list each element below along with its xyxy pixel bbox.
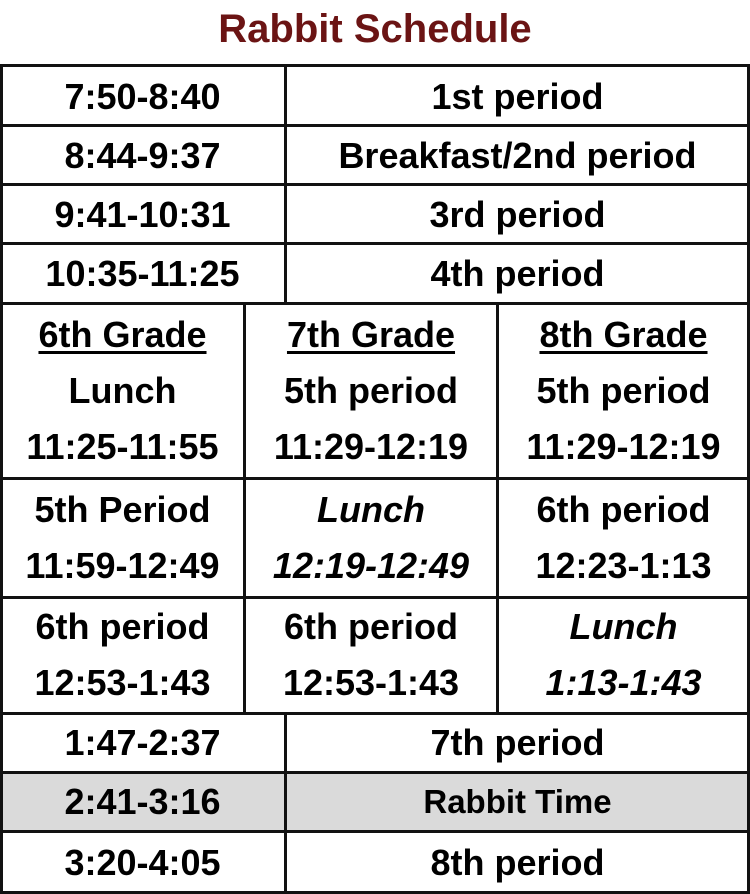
eighth-grade-cell-b — [497, 478, 750, 597]
grid-line — [496, 302, 499, 715]
period-cell-4: 4th period — [430, 252, 605, 294]
sixth-grade-cell-b — [0, 478, 245, 597]
seventh-grade-c-label: 6th period — [283, 606, 458, 647]
period-cell-6: Rabbit Time — [285, 772, 750, 831]
eighth-grade-b-time: 12:23-1:13 — [535, 544, 712, 586]
grid-line — [243, 302, 246, 715]
grid-line — [0, 242, 750, 245]
time-cell-5: 1:47-2:37 — [64, 721, 221, 763]
grid-line — [284, 712, 287, 894]
eighth-grade-cell-c — [497, 597, 750, 713]
page-title: Rabbit Schedule — [218, 7, 532, 51]
sixth-grade-c-time: 12:53-1:43 — [34, 662, 211, 703]
sixth-grade-a-label: Lunch — [68, 369, 177, 411]
schedule-table — [0, 64, 750, 894]
sixth-grade-b-label: 5th Period — [34, 488, 211, 530]
time-cell-1: 7:50-8:40 — [64, 75, 221, 117]
grid-line — [0, 712, 750, 715]
seventh-grade-cell-b — [245, 478, 497, 597]
seventh-grade-c-time: 12:53-1:43 — [282, 662, 460, 703]
grid-line — [0, 771, 750, 774]
seventh-grade-b-label: Lunch — [317, 488, 425, 530]
seventh-grade-a-time: 11:29-12:19 — [273, 425, 469, 467]
grid-line — [0, 477, 750, 480]
sixth-grade-header: 6th Grade — [38, 313, 207, 355]
eighth-grade-cell-a — [497, 303, 750, 478]
time-cell-7: 3:20-4:05 — [64, 841, 221, 883]
eighth-grade-b-label: 6th period — [536, 488, 711, 530]
seventh-grade-cell-c — [245, 597, 497, 713]
period-cell-3: 3rd period — [429, 193, 606, 235]
eighth-grade-header: 8th Grade — [539, 313, 708, 355]
grid-line — [284, 64, 287, 304]
grid-line — [0, 596, 750, 599]
grid-line — [0, 64, 3, 894]
grid-line — [0, 302, 750, 305]
seventh-grade-a-label: 5th period — [283, 369, 458, 411]
sixth-grade-b-time: 11:59-12:49 — [25, 544, 220, 586]
eighth-grade-a-label: 5th period — [536, 369, 711, 411]
seventh-grade-header: 7th Grade — [286, 313, 456, 355]
period-cell-1: 1st period — [431, 75, 604, 117]
grid-line — [0, 830, 750, 833]
eighth-grade-c-label: Lunch — [569, 606, 678, 647]
sixth-grade-cell-a — [0, 303, 245, 478]
period-cell-5: 7th period — [430, 721, 605, 763]
time-cell-2: 8:44-9:37 — [64, 134, 221, 176]
grid-line — [0, 64, 750, 67]
time-cell-6: 2:41-3:16 — [0, 772, 285, 831]
sixth-grade-a-time: 11:25-11:55 — [26, 425, 219, 467]
time-cell-3: 9:41-10:31 — [54, 193, 231, 235]
seventh-grade-b-time: 12:19-12:49 — [272, 544, 470, 586]
time-cell-4: 10:35-11:25 — [45, 252, 240, 294]
eighth-grade-c-time: 1:13-1:43 — [545, 662, 702, 703]
seventh-grade-cell-a — [245, 303, 497, 478]
sixth-grade-cell-c — [0, 597, 245, 713]
period-cell-2: Breakfast/2nd period — [338, 134, 697, 176]
sixth-grade-c-label: 6th period — [35, 606, 210, 647]
grid-line — [0, 183, 750, 186]
period-cell-7: 8th period — [430, 841, 605, 883]
eighth-grade-a-time: 11:29-12:19 — [526, 425, 721, 467]
grid-line — [0, 124, 750, 127]
